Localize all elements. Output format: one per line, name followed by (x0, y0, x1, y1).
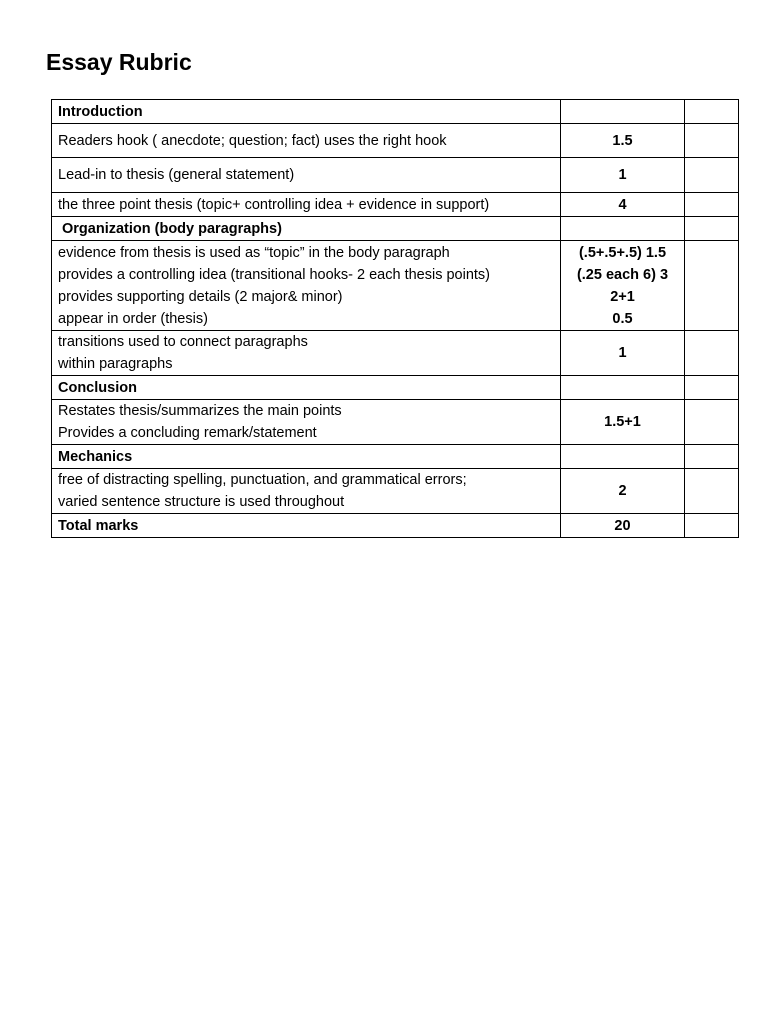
criterion-line: Restates thesis/summarizes the main points (58, 403, 342, 419)
score-value: 2 (618, 483, 627, 499)
score-cell (561, 331, 685, 376)
section-label (52, 445, 561, 469)
section-row (52, 445, 739, 469)
score-cell (561, 445, 685, 469)
criterion-line: Conclusion (58, 379, 137, 396)
score-cell (561, 100, 685, 124)
blank-cell (685, 331, 739, 376)
criterion-label (52, 124, 561, 158)
score-cell (561, 124, 685, 158)
section-label (52, 100, 561, 124)
criterion-label (52, 331, 561, 376)
score-value: 20 (614, 517, 631, 534)
score-cell (561, 469, 685, 514)
score-cell (561, 241, 685, 331)
score-cell (561, 376, 685, 400)
section-label (52, 217, 561, 241)
score-value: 2+1 (610, 288, 635, 305)
criterion-line: Organization (body paragraphs) (62, 220, 282, 237)
blank-cell (685, 193, 739, 217)
blank-cell (685, 158, 739, 193)
blank-cell (685, 217, 739, 241)
criterion-line: transitions used to connect paragraphs (58, 334, 308, 350)
criterion-label (52, 158, 561, 193)
criterion-row (52, 400, 739, 445)
score-cell (561, 158, 685, 193)
section-row (52, 376, 739, 400)
criterion-row (52, 193, 739, 217)
rubric-body (52, 100, 739, 538)
criterion-line: evidence from thesis is used as “topic” in the body paragraph (58, 244, 450, 261)
score-cell (561, 514, 685, 538)
blank-cell (685, 100, 739, 124)
blank-cell (685, 400, 739, 445)
criterion-row (52, 158, 739, 193)
criterion-line: free of distracting spelling, punctuation, and grammatical errors; (58, 472, 467, 488)
score-value: (.25 each 6) 3 (576, 266, 669, 283)
blank-cell (685, 241, 739, 331)
criterion-line: Total marks (58, 517, 139, 534)
section-label (52, 376, 561, 400)
blank-cell (685, 124, 739, 158)
rubric-table (51, 99, 739, 538)
score-cell (561, 400, 685, 445)
blank-cell (685, 514, 739, 538)
criterion-label (52, 241, 561, 331)
criterion-label (52, 469, 561, 514)
score-value: 1 (618, 345, 627, 361)
criterion-label (52, 193, 561, 217)
score-value: 1 (618, 167, 627, 183)
section-row (52, 217, 739, 241)
blank-cell (685, 469, 739, 514)
criterion-line: Lead-in to thesis (general statement) (58, 167, 295, 183)
blank-cell (685, 445, 739, 469)
criterion-row (52, 124, 739, 158)
section-row (52, 514, 739, 538)
criterion-line: the three point thesis (topic+ controlling idea + evidence in support) (58, 196, 490, 213)
criterion-label (52, 400, 561, 445)
score-value: 1.5+1 (604, 414, 641, 430)
score-value: 4 (618, 196, 627, 213)
criterion-line: provides a controlling idea (transitional hooks- 2 each thesis points) (58, 266, 491, 283)
section-row (52, 100, 739, 124)
criterion-line: varied sentence structure is used throughout (58, 494, 345, 510)
section-label (52, 514, 561, 538)
criterion-line: Readers hook ( anecdote; question; fact) uses the right hook (58, 132, 447, 149)
blank-cell (685, 376, 739, 400)
criterion-line: Provides a concluding remark/statement (58, 425, 317, 441)
criterion-row (52, 469, 739, 514)
score-value: (.5+.5+.5) 1.5 (578, 244, 667, 261)
criterion-line: appear in order (thesis) (58, 310, 208, 327)
criterion-row (52, 241, 739, 331)
score-value: 1.5 (612, 132, 633, 149)
score-cell (561, 193, 685, 217)
score-value: 0.5 (612, 310, 633, 327)
page-title: Essay Rubric (46, 49, 192, 75)
criterion-line: Mechanics (58, 448, 133, 465)
criterion-row (52, 331, 739, 376)
criterion-line: provides supporting details (2 major& minor) (58, 288, 343, 305)
criterion-line: within paragraphs (58, 356, 173, 372)
score-cell (561, 217, 685, 241)
criterion-line: Introduction (58, 103, 143, 120)
